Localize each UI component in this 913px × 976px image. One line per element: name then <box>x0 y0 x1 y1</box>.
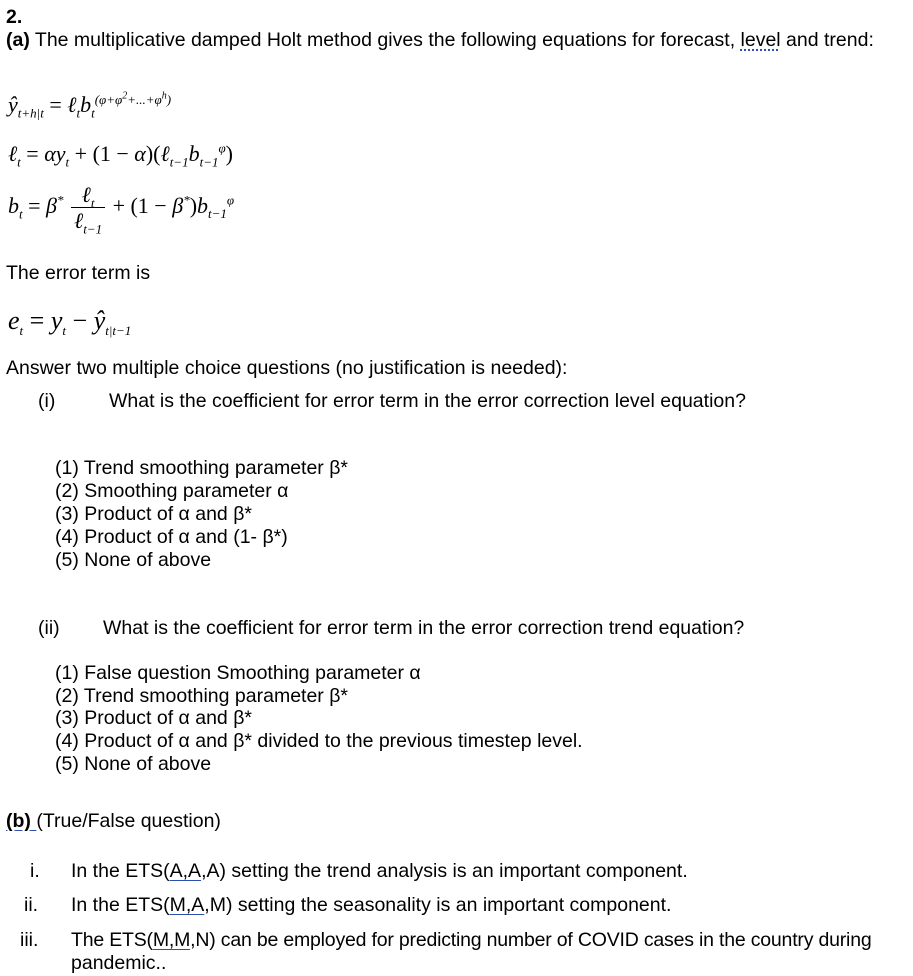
tf-item-3-before: The ETS( <box>71 929 153 951</box>
tf-item-2-after: ,M) setting the seasonality is an important component. <box>204 894 672 916</box>
tf-item-1-marker: i. <box>30 860 40 882</box>
q2-option-5: (5) None of above <box>55 753 212 775</box>
tf-item-1-before: In the ETS( <box>71 860 170 882</box>
part-b-title: (True/False question) <box>36 810 221 832</box>
q1-option-3: (3) Product of α and β* <box>55 503 252 525</box>
q1-option-1: (1) Trend smoothing parameter β* <box>55 457 349 479</box>
error-equation: $e_t = y_t$ − $ŷ_{t|t-1}$ <box>8 306 132 339</box>
tf-item-3-continuation: pandemic.. <box>71 952 167 974</box>
q2-option-2: (2) Trend smoothing parameter β* <box>55 685 349 707</box>
q2-option-1: (1) False question Smoothing parameter α <box>55 662 421 684</box>
tf-item-3 <box>71 929 871 951</box>
intro-after-level: and trend: <box>780 29 874 51</box>
intro-level-word: level <box>740 29 781 51</box>
q1-option-2: (2) Smoothing parameter α <box>55 480 289 502</box>
tf-item-3-after: ,N) can be employed for predicting number of COVID cases in the country during <box>190 929 872 951</box>
question-number: 2. <box>6 6 23 28</box>
level-ratio-fraction: $\frac{\ell_t}{\ell_{t-1}}$ <box>71 182 105 234</box>
q2-option-4: (4) Product of α and β* divided to the previous timestep level. <box>55 730 583 752</box>
part-b-label: (b) <box>6 810 31 832</box>
q1-marker: (i) <box>38 390 56 412</box>
tf-item-1-model: A,A <box>169 860 202 882</box>
intro-before-level: The multiplicative damped Holt method gives the following equations for forecast, <box>29 29 741 51</box>
tf-item-1 <box>71 860 688 882</box>
q1-text: What is the coefficient for error term in the error correction level equation? <box>109 390 746 412</box>
level-equation: ℓ$_t$ = $\alpha y_t + (1$ − $\alpha)(\ell_{t-1}b_{t-1}^\varphi)$ <box>8 140 233 170</box>
q2-marker: (ii) <box>38 617 60 639</box>
tf-item-2-model: M,A <box>169 894 205 916</box>
tf-item-1-after: ,A) setting the trend analysis is an important component. <box>201 860 688 882</box>
q2-text: What is the coefficient for error term in the error correction trend equation? <box>103 617 745 639</box>
forecast-equation: $ŷ_{t+h|t}$ = $\ell_tb_t^{(\varphi+\varphi^2+...+\varphi^h)}$ <box>8 90 172 121</box>
tf-item-3-model: M,M <box>152 929 191 951</box>
part-a-label: (a) <box>6 29 30 51</box>
part-b-heading <box>6 810 221 832</box>
error-intro: The error term is <box>6 262 151 284</box>
part-a-intro <box>6 29 874 51</box>
q1-option-5: (5) None of above <box>55 549 212 571</box>
tf-item-2 <box>71 894 671 916</box>
q1-option-4: (4) Product of α and (1- β*) <box>55 526 288 548</box>
answer-prompt: Answer two multiple choice questions (no justification is needed): <box>6 357 568 379</box>
tf-item-2-marker: ii. <box>24 894 39 916</box>
tf-item-2-before: In the ETS( <box>71 894 170 916</box>
trend-equation: $b_t = \beta^*$ $\frac{\ell_t}{\ell_{t-1}}$ + $(1 - \beta^*)b_{t-1}^\varphi$ <box>8 182 235 237</box>
tf-item-3-marker: iii. <box>20 929 39 951</box>
q2-option-3: (3) Product of α and β* <box>55 707 252 729</box>
